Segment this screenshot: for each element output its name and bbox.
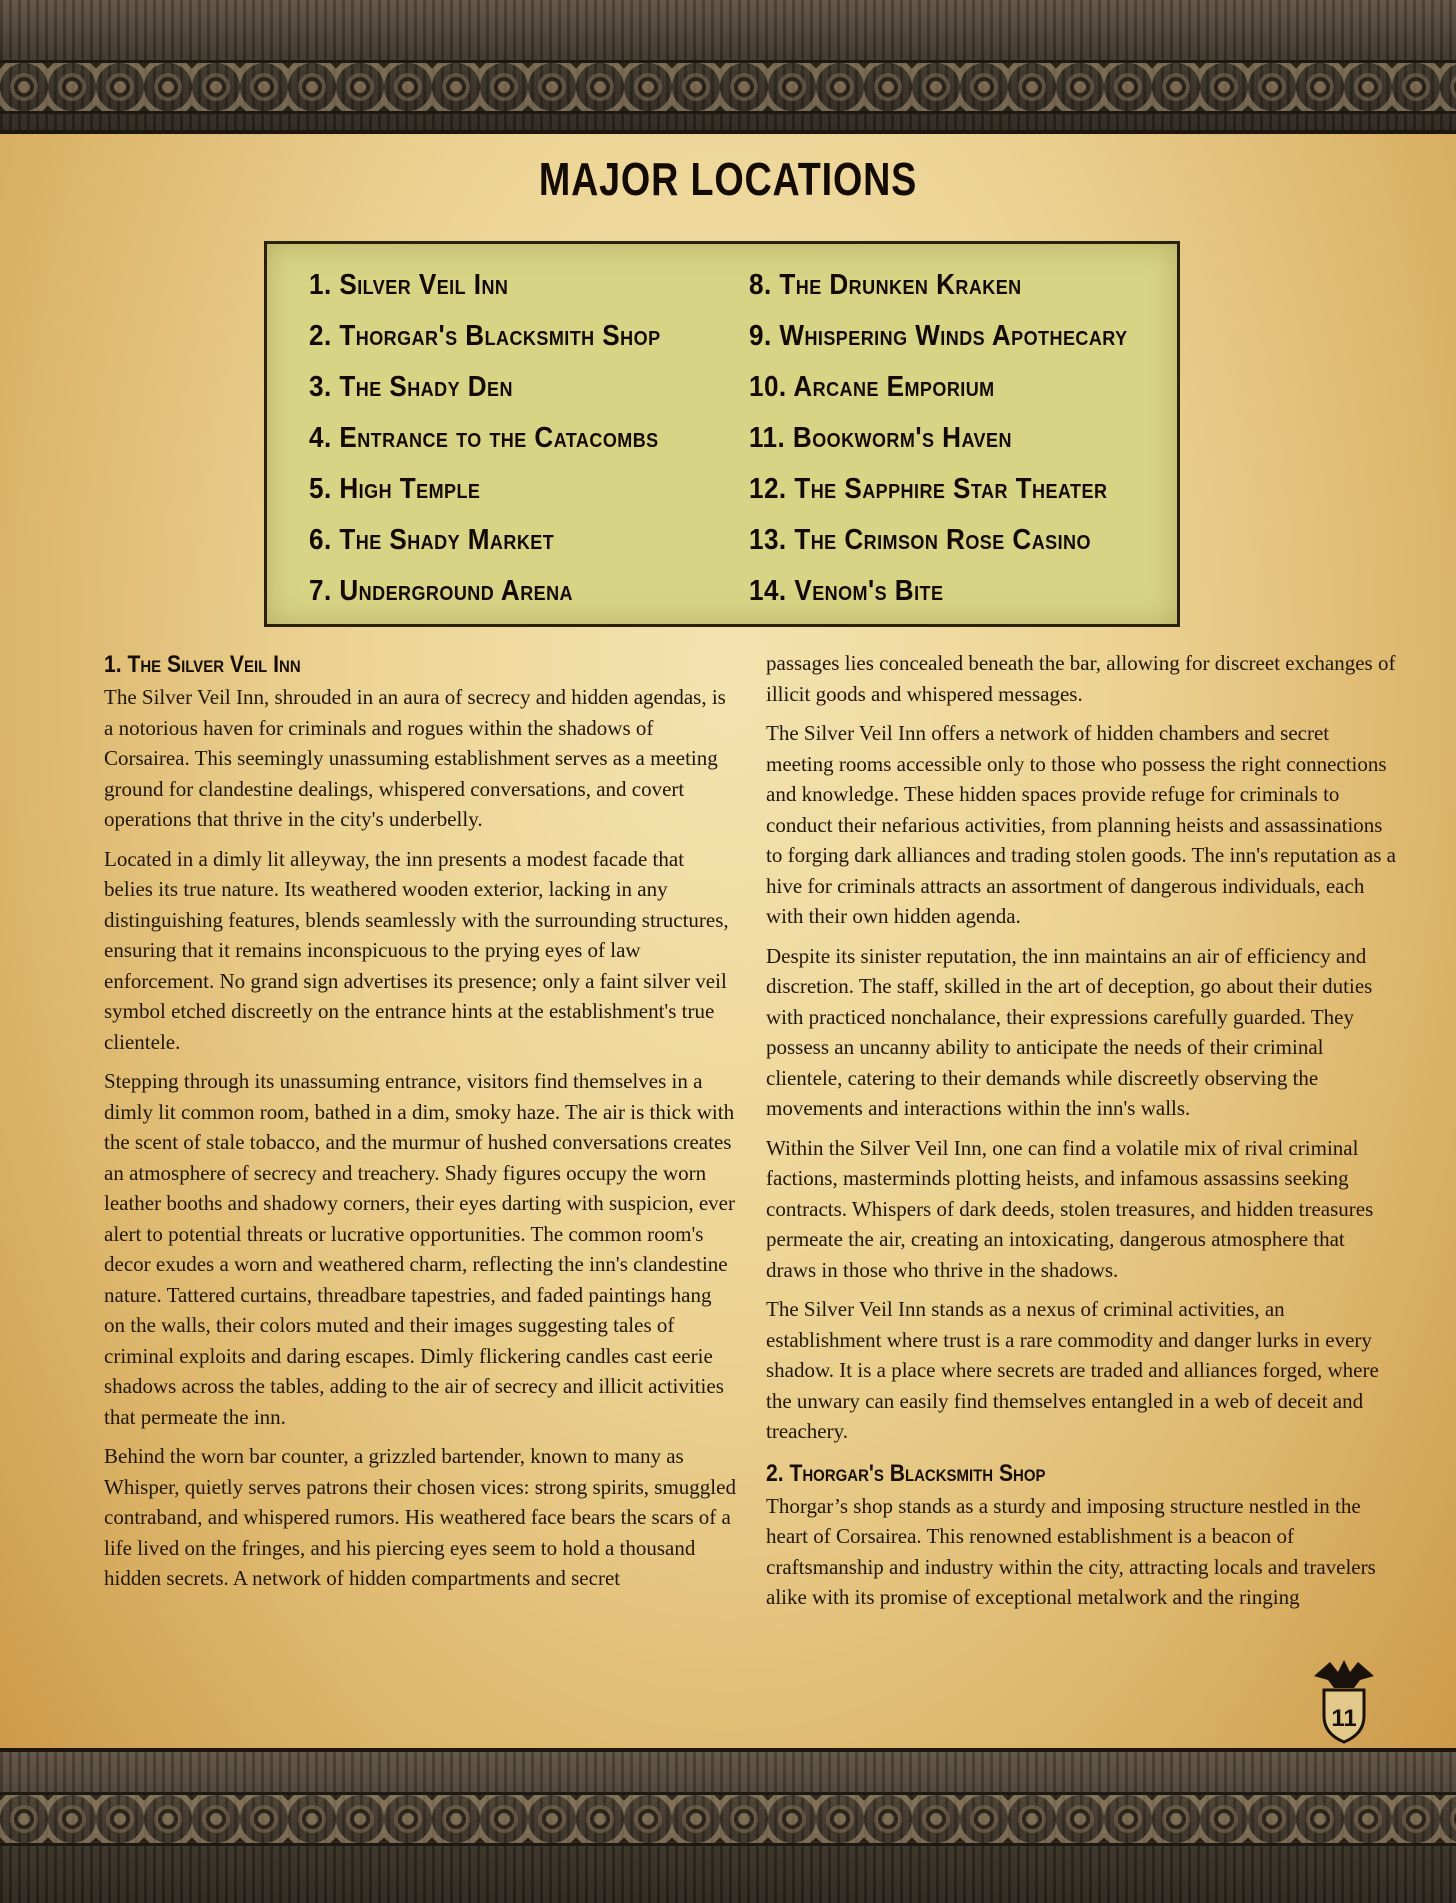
page-number: 11	[1331, 1705, 1357, 1732]
text-column-right	[766, 648, 1398, 1622]
location-entry: 14. Venom's Bite	[749, 575, 944, 607]
paragraph: Despite its sinister reputation, the inn maintains an air of efficiency and discretion. The staff, skilled in the art of deception, go about their duties with practiced nonchalance, their expressions carefully guarded. They possess an uncanny ability to anticipate the needs of their criminal clientele, catering to their demands while discreetly observing the movements and interactions within the inn's walls.	[766, 943, 1373, 1120]
locations-index	[264, 241, 1180, 627]
location-entry: 13. The Crimson Rose Casino	[749, 524, 1091, 556]
paragraph: Located in a dimly lit alleyway, the inn presents a modest facade that belies its true nature. Its weathered wooden exterior, lacking in any distinguishing features, blends seamlessly with the surrounding structures, ensuring that it remains inconspicuous to the prying eyes of law enforcement. No grand sign advertises its presence; only a faint silver veil symbol etched discreetly on the entrance hints at the establishment's true clientele.	[104, 846, 729, 1054]
paragraph: passages lies concealed beneath the bar, allowing for discreet exchanges of illicit goods and whispered messages.	[766, 651, 1396, 706]
location-entry: 6. The Shady Market	[309, 524, 555, 556]
paragraph: Stepping through its unassuming entrance, visitors find themselves in a dimly lit common room, bathed in a dim, smoky haze. The air is thick with the scent of stale tobacco, and the murmur of hushed conversations creates an atmosphere of secrecy and treachery. Shady figures occupy the worn leather booths and shadowy corners, their eyes darting with suspicion, ever alert to potential threats or lucrative opportunities. The common room's decor exudes a worn and weathered charm, reflecting the inn's clandestine nature. Tattered curtains, threadbare tapestries, and faded paintings hang on the walls, their colors muted and their images suggesting tales of criminal exploits and daring escapes. Dimly flickering candles cast eerie shadows across the tables, adding to the air of secrecy and illicit activities that permeate the inn.	[104, 1069, 735, 1429]
paragraph: Within the Silver Veil Inn, one can find a volatile mix of rival criminal factions, masterminds plotting heists, and infamous assassins seeking contracts. Whispers of dark deeds, stolen treasures, and hidden treasures permeate the air, creating an intoxicating, dangerous atmosphere that draws in those who thrive in the shadows.	[766, 1135, 1374, 1282]
location-entry: 5. High Temple	[309, 473, 481, 505]
location-entry: 8. The Drunken Kraken	[749, 269, 1022, 301]
location-entry: 9. Whispering Winds Apothecary	[749, 320, 1128, 352]
text-column-left	[104, 648, 736, 1603]
paragraph: The Silver Veil Inn stands as a nexus of criminal activities, an establishment where trust is a rare commodity and danger lurks in every shadow. It is a place where secrets are traded and alliances forged, where the unwary can easily find themselves entangled in a web of deceit and treachery.	[766, 1297, 1379, 1443]
page-title: MAJOR LOCATIONS	[538, 153, 918, 205]
location-entry: 12. The Sapphire Star Theater	[749, 473, 1108, 505]
knotwork-band	[0, 1792, 1456, 1846]
location-entry: 2. Thorgar's Blacksmith Shop	[309, 320, 661, 352]
location-entry: 1. Silver Veil Inn	[309, 269, 509, 301]
knotwork-band	[0, 60, 1456, 114]
crest-icon	[1308, 1658, 1380, 1744]
page-number-badge	[1308, 1658, 1380, 1744]
paragraph: Thorgar’s shop stands as a sturdy and imposing structure nestled in the heart of Corsairea. This renowned establishment is a beacon of craftsmanship and industry within the city, attracting locals and travelers alike with its promise of exceptional metalwork and the ringing	[766, 1493, 1376, 1609]
paragraph: Behind the worn bar counter, a grizzled bartender, known to many as Whisper, quietly serves patrons their chosen vices: strong spirits, smuggled contraband, and whispered rumors. His weathered face bears the scars of a life lived on the fringes, and his piercing eyes seem to hold a thousand hidden secrets. A network of hidden compartments and secret	[104, 1444, 736, 1590]
locations-column-right	[749, 260, 1170, 617]
location-entry: 4. Entrance to the Catacombs	[309, 422, 659, 454]
section-heading: 1. The Silver Veil Inn	[104, 651, 301, 678]
location-entry: 7. Underground Arena	[309, 575, 574, 607]
paragraph: The Silver Veil Inn, shrouded in an aura of secrecy and hidden agendas, is a notorious haven for criminals and rogues within the shadows of Corsairea. This seemingly unassuming establishment serves as a meeting ground for clandestine dealings, whispered conversations, and covert operations that thrive in the city's underbelly.	[104, 685, 726, 831]
paragraph: The Silver Veil Inn offers a network of hidden chambers and secret meeting rooms accessible only to those who possess the right connections and knowledge. These hidden spaces provide refuge for criminals to conduct their nefarious activities, from planning heists and assassinations to forging dark alliances and trading stolen goods. The inn's reputation as a hive for criminals attracts an assortment of dangerous individuals, each with their own hidden agenda.	[766, 721, 1396, 928]
location-entry: 11. Bookworm's Haven	[749, 422, 1012, 454]
location-entry: 10. Arcane Emporium	[749, 371, 995, 403]
locations-column-left	[309, 260, 700, 617]
top-border	[0, 0, 1456, 134]
location-entry: 3. The Shady Den	[309, 371, 513, 403]
section-heading: 2. Thorgar's Blacksmith Shop	[766, 1459, 1046, 1487]
bottom-border	[0, 1748, 1456, 1903]
